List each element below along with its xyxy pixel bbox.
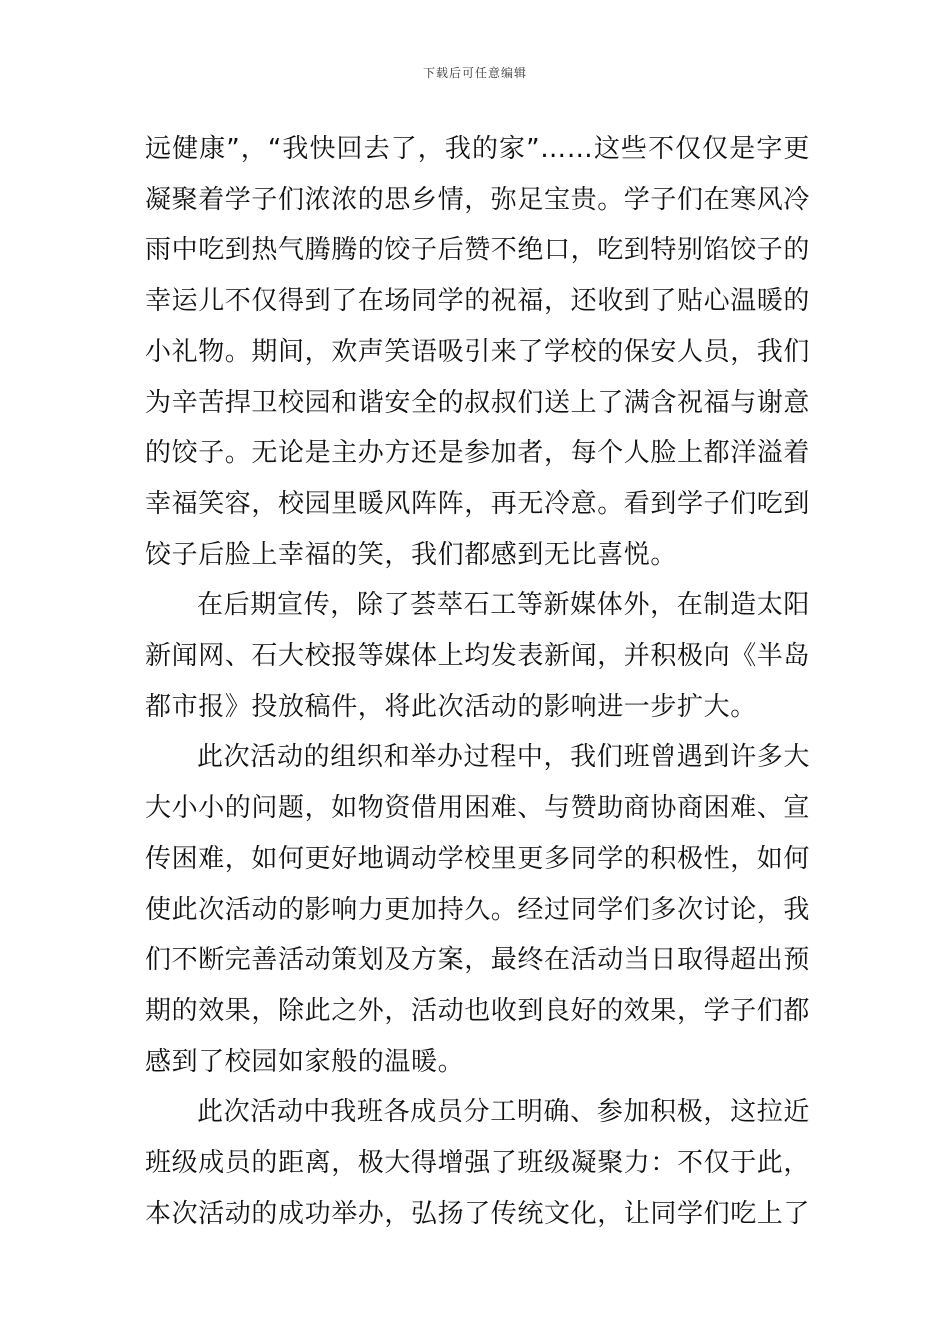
page-header-note: 下载后可任意编辑: [422, 66, 527, 80]
paragraph-4: 此次活动中我班各成员分工明确、参加积极，这拉近班级成员的距离，极大得增强了班级凝聚力：不仅于此，本次活动的成功举办，弘扬了传统文化，让同学们吃上了: [145, 1097, 811, 1229]
paragraph-2: 在后期宣传，除了荟萃石工等新媒体外，在制造太阳新闻网、石大校报等媒体上均发表新闻，并积极向《半岛都市报》投放稿件，将此次活动的影响进一步扩大。: [145, 590, 811, 722]
document-body: [145, 124, 810, 1239]
paragraph-3: 此次活动的组织和举办过程中，我们班曾遇到许多大大小小的问题，如物资借用困难、与赞助商协商困难、宣传困难，如何更好地调动学校里更多同学的积极性，如何使此次活动的影响力更加持久。经过同学们多次讨论，我们不断完善活动策划及方案，最终在活动当日取得超出预期的效果，除此之外，活动也收到良好的效果，学子们都感到了校园如家般的温暖。: [145, 742, 811, 1077]
paragraph-1: 远健康”，“我快回去了，我的家”……这些不仅仅是字更凝聚着学子们浓浓的思乡情，弥足宝贵。学子们在寒风冷雨中吃到热气腾腾的饺子后赞不绝口，吃到特别馅饺子的幸运儿不仅得到了在场同学的祝福，还收到了贴心温暖的小礼物。期间，欢声笑语吸引来了学校的保安人员，我们为辛苦捍卫校园和谐安全的叔叔们送上了满含祝福与谢意的饺子。无论是主办方还是参加者，每个人脸上都洋溢着幸福笑容，校园里暖风阵阵，再无冷意。看到学子们吃到饺子后脸上幸福的笑，我们都感到无比喜悦。: [145, 134, 811, 570]
